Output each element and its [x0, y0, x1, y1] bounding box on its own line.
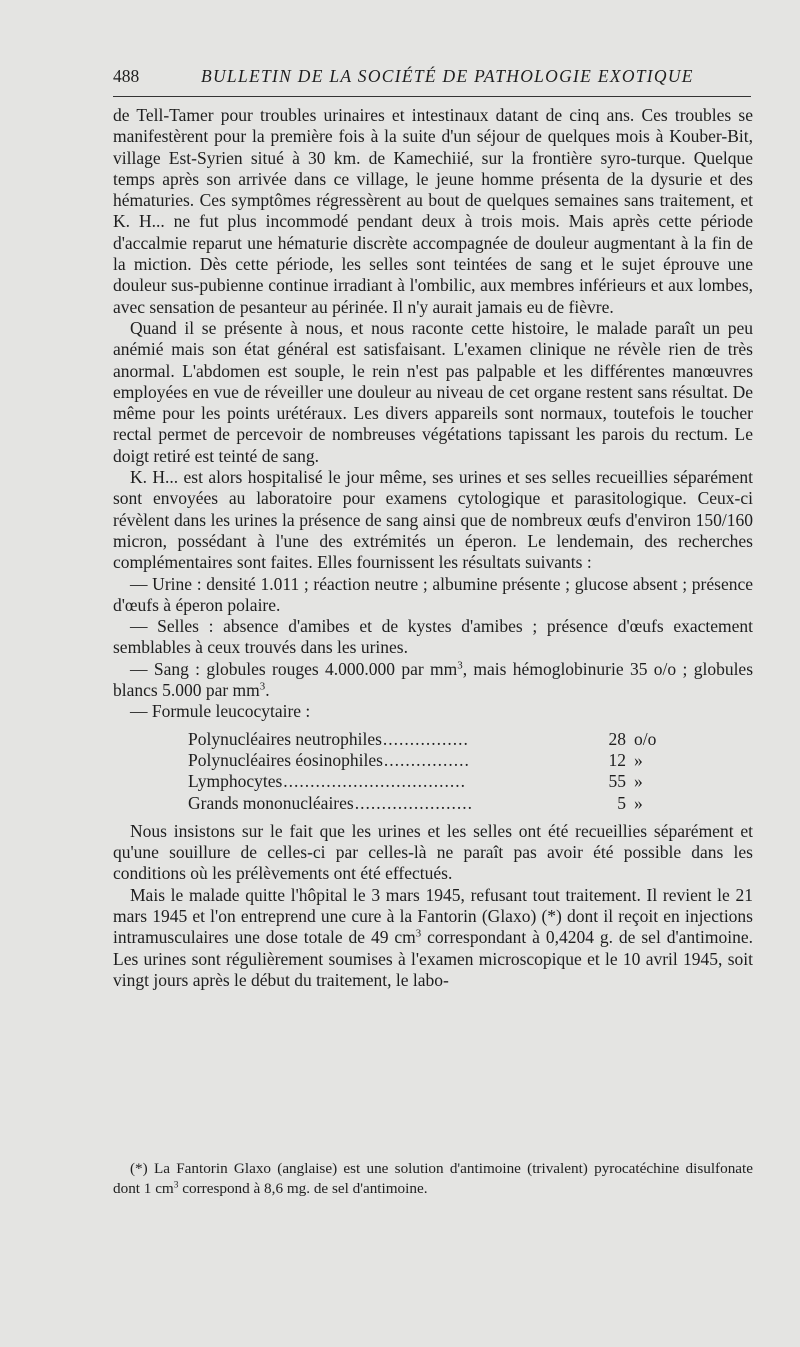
- formula-unit: o/o: [634, 728, 657, 749]
- formula-row: [188, 729, 674, 750]
- body-text: [113, 105, 753, 991]
- paragraph-urine-results: — Urine : densité 1.011 ; réaction neutre ; albumine présente ; glucose absent ; présence d'œufs à éperon polaire.: [113, 573, 753, 615]
- formula-unit: »: [634, 749, 643, 770]
- paragraph-blood-results: [113, 659, 753, 702]
- journal-title: BULLETIN DE LA SOCIÉTÉ DE PATHOLOGIE EXOTIQUE: [201, 66, 694, 86]
- formula-leader: ................: [382, 728, 469, 749]
- formula-leader: ......................: [354, 792, 473, 813]
- formula-label: Polynucléaires éosinophiles: [188, 749, 383, 770]
- footnote-text-2: correspond à 8,6 mg. de sel d'antimoine.: [178, 1179, 428, 1197]
- paragraph-formula-heading: — Formule leucocytaire :: [130, 701, 311, 722]
- formula-label: Grands mononucléaires: [188, 792, 354, 813]
- formula-row: [188, 793, 674, 814]
- paragraph-stool-results: — Selles : absence d'amibes et de kystes d'amibes ; présence d'œufs exactement semblables à ceux trouvés dans les urines.: [113, 616, 753, 658]
- footnote-text-1: (*) La Fantorin Glaxo (anglaise) est une solution d'antimoine (trivalent) pyrocatéchine disulfonate dont 1 cm: [113, 1160, 753, 1197]
- leukocyte-formula-table: [188, 729, 674, 814]
- paragraph-case-history: de Tell-Tamer pour troubles urinaires et intestinaux datant de cinq ans. Ces troubles se manifestèrent pour la première fois à la suite d'un séjour de quelques mois à Kouber-Bit, village Est-Syrien situé à 30 km. de Kamechiié, sur la frontière syro-turque. Quelque temps après son arrivée dans ce village, le jeune homme présenta de la dysurie et des hématuries. Ces symptômes régressèrent au bout de quelques semaines sans traitement, et K. H... ne fut plus incommodé pendant deux à trois mois. Mais après cette période d'accalmie reparut une hématurie discrète accompagnée de douleur augmentant à la fin de la miction. Dès cette période, les selles sont teintées de sang et le sujet éprouve une douleur sus-pubienne continue irradiant à l'ombilic, aux membres inférieurs et aux lombes, avec sensation de pesanteur au périnée. Il n'y aurait jamais eu de fièvre.: [113, 105, 753, 317]
- formula-label: Polynucléaires neutrophiles: [188, 728, 382, 749]
- formula-row: [188, 750, 674, 771]
- formula-leader: ................: [383, 749, 470, 770]
- treatment-sup: 3: [415, 927, 422, 940]
- formula-row: [188, 771, 674, 792]
- blood-sup-2: 3: [259, 680, 266, 693]
- formula-value: 12: [608, 749, 626, 770]
- formula-leader: ..................................: [283, 771, 467, 792]
- treatment-text-1: Mais le malade quitte l'hôpital le 3 mars 1945, refusant tout traitement. Il revient le 21 mars 1945 et l'on entreprend une cure à la Fantorin (Glaxo) (*) dont il reçoit en injections intramusculaires une dose totale de 49 cm: [113, 884, 753, 948]
- formula-unit: »: [634, 771, 643, 792]
- formula-value: 28: [608, 728, 626, 749]
- footnote: [113, 1159, 753, 1198]
- formula-label: Lymphocytes: [188, 771, 283, 792]
- formula-value: 5: [617, 792, 626, 813]
- formula-unit: »: [634, 792, 643, 813]
- treatment-text-2: correspondant à 0,4204 g. de sel d'antimoine. Les urines sont régulièrement soumises à l'examen microscopique et le 10 avril 1945, soit vingt jours après le début du traitement, le labo-: [113, 927, 753, 990]
- header-rule: [113, 96, 751, 97]
- blood-text-2: , mais hémoglobinurie 35 o/o ; globules blancs 5.000 par mm: [113, 658, 754, 701]
- blood-text-3: .: [265, 680, 270, 701]
- paragraph-hospitalization: K. H... est alors hospitalisé le jour même, ses urines et ses selles recueillies séparément sont envoyées au laboratoire pour examens cytologique et parasitologique. Ceux-ci révèlent dans les urines la présence de sang ainsi que de nombreux œufs d'environ 150/160 micron, possédant à l'une des extrémités un éperon. Le lendemain, des recherches complémentaires sont faites. Elles fournissent les résultats suivants :: [113, 467, 753, 573]
- formula-value: 55: [608, 771, 626, 792]
- paragraph-treatment: [113, 885, 753, 991]
- footnote-sup: 3: [173, 1179, 179, 1190]
- paragraph-clinical-exam: Quand il se présente à nous, et nous raconte cette histoire, le malade paraît un peu anémié mais son état général est satisfaisant. L'examen clinique ne révèle rien de très anormal. L'abdomen est souple, le rein n'est pas palpable et les différentes manœuvres employées en vue de réveiller une douleur au niveau de cet organe restent sans résultat. De même pour les points urétéraux. Les divers appareils sont normaux, toutefois le toucher rectal permet de percevoir de nombreuses végétations tapissant les parois du rectum. Le doigt retiré est teinté de sang.: [113, 317, 753, 466]
- page-number: 488: [113, 66, 140, 86]
- blood-text-1: — Sang : globules rouges 4.000.000 par mm: [130, 658, 458, 679]
- blood-sup-1: 3: [457, 659, 463, 672]
- running-head: [113, 66, 753, 88]
- paragraph-separate-collection: Nous insistons sur le fait que les urines et les selles ont été recueillies séparément et qu'une souillure de celles-ci par celles-là ne paraît pas avoir été possible dans les conditions où les prélèvements ont été effectués.: [113, 820, 753, 884]
